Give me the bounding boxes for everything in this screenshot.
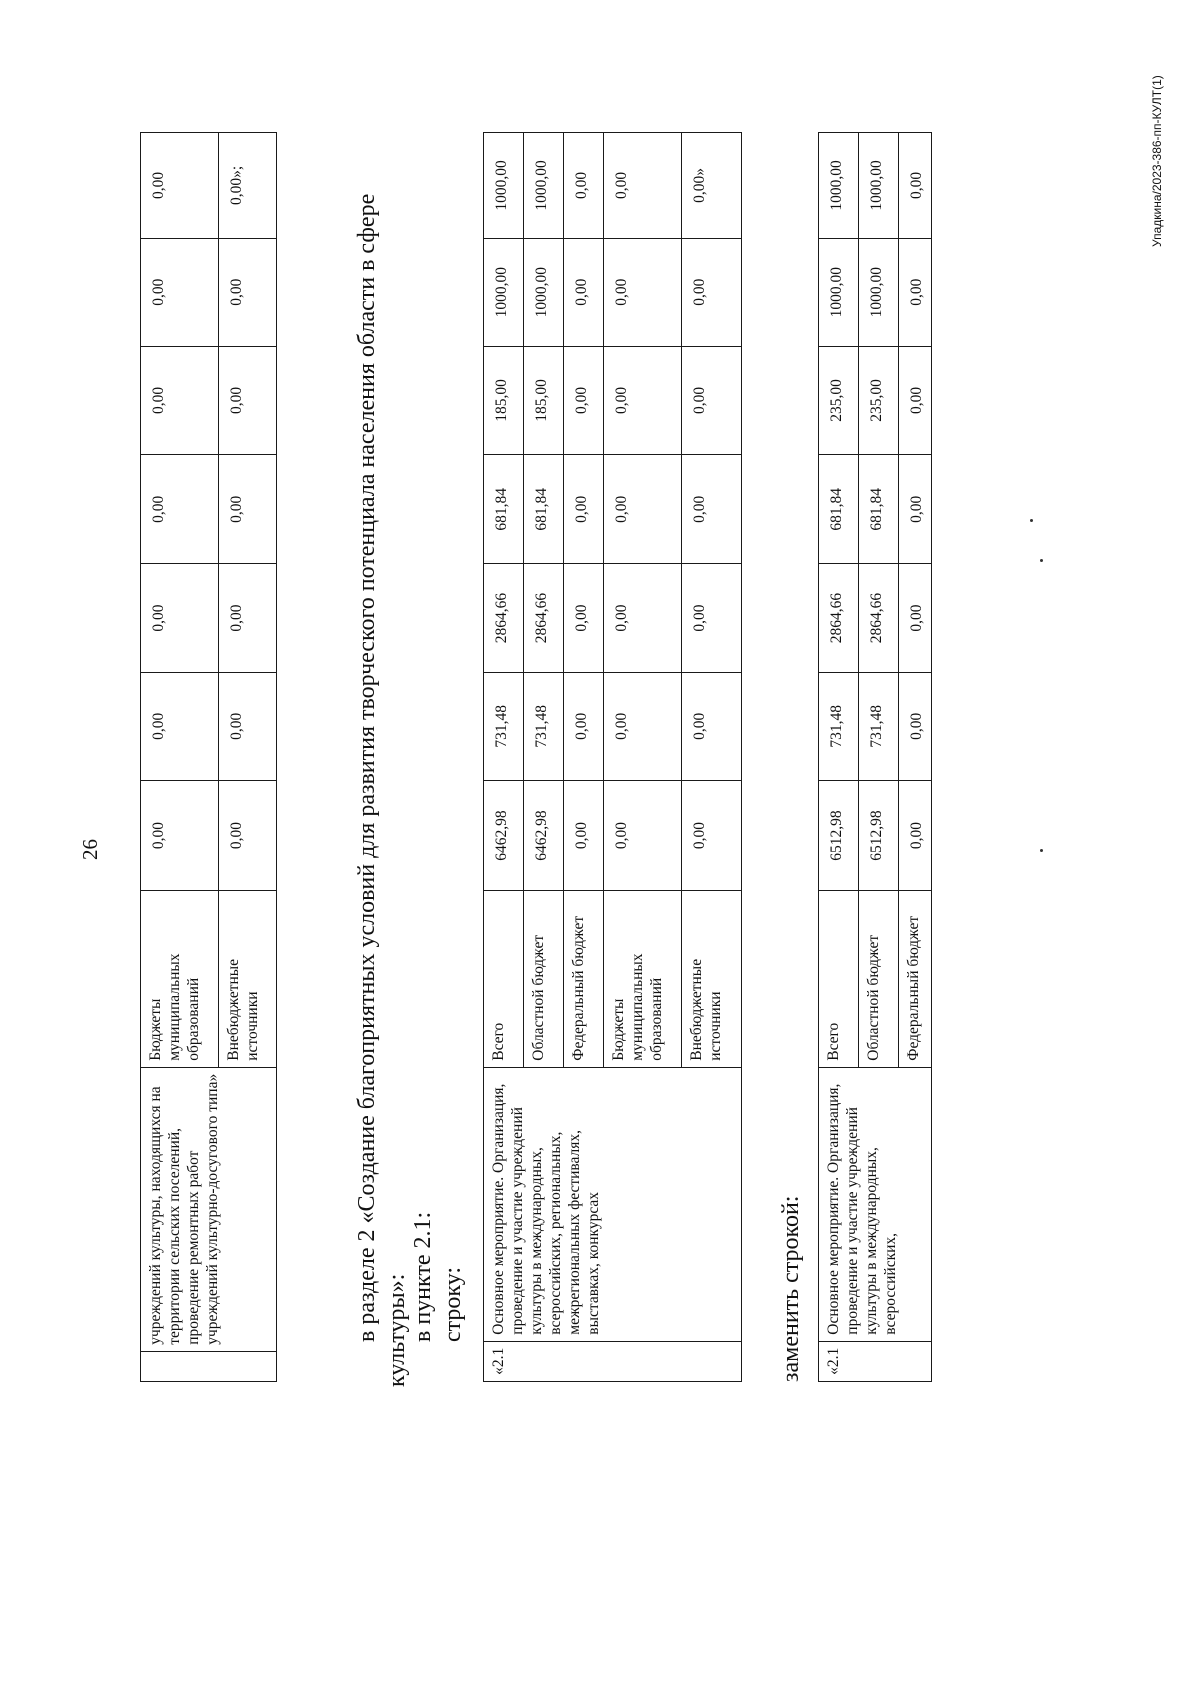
value-cell: 1000,00 xyxy=(819,238,859,346)
item-reference: в пункте 2.1: xyxy=(410,1211,436,1342)
source-cell: Всего xyxy=(484,891,524,1067)
value-cell: 681,84 xyxy=(524,455,564,564)
source-cell: Федеральный бюджет xyxy=(899,891,932,1067)
value-cell: 0,00 xyxy=(899,133,932,239)
value-cell: 681,84 xyxy=(859,455,899,564)
value-cell: 0,00 xyxy=(564,564,604,673)
value-cell: 0,00 xyxy=(682,346,742,455)
table-row xyxy=(141,133,219,1382)
value-cell: 0,00 xyxy=(682,238,742,346)
value-cell: 2864,66 xyxy=(484,564,524,673)
scan-speck xyxy=(1030,519,1033,522)
section-paragraph-text: в разделе 2 «Создание благоприятных условий для развития творческого потенциала населения области в сфере культуры»: xyxy=(354,193,410,1387)
value-cell: 0,00 xyxy=(141,780,219,891)
value-cell: 2864,66 xyxy=(819,564,859,673)
table-row xyxy=(484,133,524,1382)
value-cell: 0,00 xyxy=(219,346,277,455)
source-cell: Внебюджетные источники xyxy=(219,891,277,1067)
value-cell: 235,00 xyxy=(819,346,859,455)
table-replacement-row xyxy=(818,132,932,1382)
scan-speck xyxy=(1040,849,1043,852)
value-cell: 0,00 xyxy=(141,455,219,564)
source-cell: Бюджеты муниципальных образований xyxy=(141,891,219,1067)
value-cell: 0,00 xyxy=(141,564,219,673)
value-cell: 0,00 xyxy=(682,455,742,564)
value-cell: 0,00 xyxy=(604,346,682,455)
value-cell: 0,00 xyxy=(141,238,219,346)
value-cell: 235,00 xyxy=(859,346,899,455)
value-cell: 6462,98 xyxy=(484,780,524,891)
row-number-cell: «2.1 xyxy=(484,1341,742,1381)
row-number-cell xyxy=(141,1351,277,1381)
description-cell: Основное мероприятие. Организация, проведение и участие учреждений культуры в международных, всероссийских, региональных, межрегиональных фестивалях, выставках, конкурсах xyxy=(484,1067,742,1341)
value-cell: 1000,00 xyxy=(819,133,859,239)
value-cell: 0,00 xyxy=(899,238,932,346)
document-footer: Упадкина/2023-386-пп-КУЛТ(1) xyxy=(1150,75,1164,247)
scan-speck xyxy=(1040,559,1043,562)
value-cell: 185,00 xyxy=(484,346,524,455)
value-cell: 1000,00 xyxy=(484,238,524,346)
value-cell: 0,00 xyxy=(604,672,682,780)
value-cell: 0,00 xyxy=(564,238,604,346)
value-cell: 2864,66 xyxy=(859,564,899,673)
value-cell: 0,00 xyxy=(604,780,682,891)
value-cell: 1000,00 xyxy=(524,133,564,239)
value-cell: 731,48 xyxy=(819,672,859,780)
value-cell: 731,48 xyxy=(859,672,899,780)
value-cell: 0,00 xyxy=(219,455,277,564)
value-cell: 0,00 xyxy=(141,133,219,239)
value-cell: 1000,00 xyxy=(859,238,899,346)
value-cell: 185,00 xyxy=(524,346,564,455)
page-number: 26 xyxy=(78,839,102,860)
source-cell: Федеральный бюджет xyxy=(564,891,604,1067)
value-cell: 0,00 xyxy=(141,672,219,780)
source-cell: Всего xyxy=(819,891,859,1067)
value-cell: 0,00 xyxy=(604,564,682,673)
value-cell: 0,00 xyxy=(564,780,604,891)
value-cell: 1000,00 xyxy=(859,133,899,239)
value-cell: 0,00 xyxy=(219,780,277,891)
value-cell: 0,00 xyxy=(219,564,277,673)
value-cell: 6512,98 xyxy=(819,780,859,891)
value-cell: 681,84 xyxy=(484,455,524,564)
description-cell: Основное мероприятие. Организация, проведение и участие учреждений культуры в международных, всероссийских, xyxy=(819,1067,932,1341)
value-cell: 0,00 xyxy=(564,133,604,239)
value-cell: 0,00 xyxy=(899,564,932,673)
value-cell: 0,00 xyxy=(682,564,742,673)
value-cell: 0,00»; xyxy=(219,133,277,239)
value-cell: 0,00 xyxy=(564,672,604,780)
value-cell: 0,00 xyxy=(682,672,742,780)
value-cell: 6512,98 xyxy=(859,780,899,891)
section-paragraph xyxy=(352,102,412,1387)
row-number-cell: «2.1 xyxy=(819,1341,932,1381)
value-cell: 0,00 xyxy=(564,346,604,455)
value-cell: 0,00 xyxy=(604,455,682,564)
value-cell: 6462,98 xyxy=(524,780,564,891)
table-row xyxy=(819,133,859,1382)
value-cell: 1000,00 xyxy=(524,238,564,346)
row-label: строку: xyxy=(440,1266,466,1342)
value-cell: 0,00 xyxy=(682,780,742,891)
description-cell: учреждений культуры, находящихся на территории сельских поселений, проведение ремонтных работ учреждений культурно-досугового типа» xyxy=(141,1067,277,1351)
value-cell: 0,00» xyxy=(682,133,742,239)
value-cell: 0,00 xyxy=(899,672,932,780)
replace-label: заменить строкой: xyxy=(778,1195,804,1382)
source-cell: Бюджеты муниципальных образований xyxy=(604,891,682,1067)
value-cell: 0,00 xyxy=(899,455,932,564)
value-cell: 0,00 xyxy=(219,238,277,346)
source-cell: Внебюджетные источники xyxy=(682,891,742,1067)
value-cell: 0,00 xyxy=(604,133,682,239)
value-cell: 681,84 xyxy=(819,455,859,564)
value-cell: 0,00 xyxy=(899,780,932,891)
source-cell: Областной бюджет xyxy=(524,891,564,1067)
value-cell: 1000,00 xyxy=(484,133,524,239)
value-cell: 731,48 xyxy=(524,672,564,780)
table-original-row xyxy=(483,132,742,1382)
source-cell: Областной бюджет xyxy=(859,891,899,1067)
value-cell: 0,00 xyxy=(604,238,682,346)
value-cell: 0,00 xyxy=(564,455,604,564)
table-continuation xyxy=(140,132,277,1382)
value-cell: 0,00 xyxy=(219,672,277,780)
value-cell: 731,48 xyxy=(484,672,524,780)
value-cell: 0,00 xyxy=(141,346,219,455)
value-cell: 0,00 xyxy=(899,346,932,455)
value-cell: 2864,66 xyxy=(524,564,564,673)
